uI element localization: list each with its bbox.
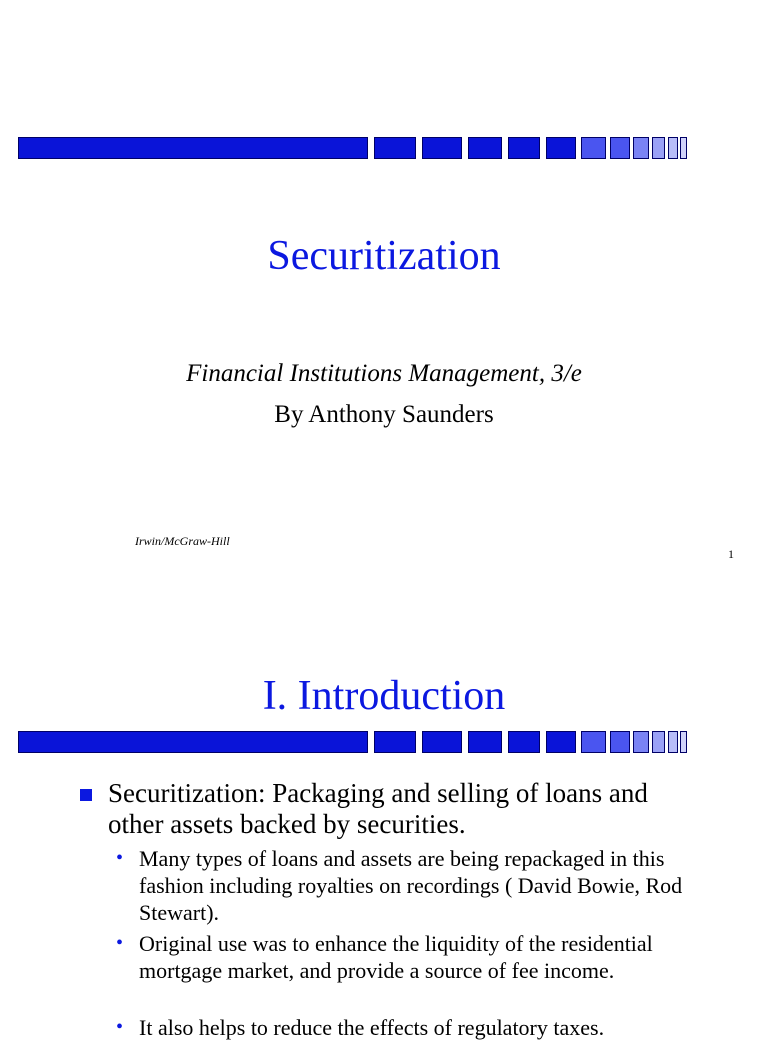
bar-segment xyxy=(668,731,678,753)
bar-segment xyxy=(468,137,502,159)
bar-segment xyxy=(374,137,416,159)
introduction-slide xyxy=(0,600,768,1040)
bar-segment xyxy=(680,137,687,159)
bar-segment xyxy=(468,731,502,753)
sub-bullet-text: Many types of loans and assets are being repackaged in this fashion including royalties on recordings ( David Bowie, Rod Stewart). xyxy=(139,846,683,925)
slide-title: I. Introduction xyxy=(262,673,506,719)
bar-segment xyxy=(508,137,540,159)
sub-bullet-text: Original use was to enhance the liquidity of the residential mortgage market, and provide a source of fee income. xyxy=(139,931,653,983)
bar-segment xyxy=(652,137,665,159)
bar-segment xyxy=(422,731,462,753)
book-subtitle: Financial Institutions Management, 3/e xyxy=(186,360,582,387)
bar-segment xyxy=(610,137,630,159)
dot-bullet-icon: • xyxy=(116,1016,124,1038)
bar-segment xyxy=(581,137,606,159)
bullet-text: Securitization: Packaging and selling of loans and other assets backed by securities. xyxy=(108,778,648,839)
bar-segment xyxy=(18,731,368,753)
slide-title: Securitization xyxy=(267,233,501,279)
bar-segment xyxy=(508,731,540,753)
author-line: By Anthony Saunders xyxy=(274,401,494,428)
bar-segment xyxy=(581,731,606,753)
page-number: 1 xyxy=(728,547,734,561)
bar-segment xyxy=(633,731,649,753)
dot-bullet-icon: • xyxy=(116,847,124,869)
bar-segment xyxy=(546,731,576,753)
sub-bullet-text: It also helps to reduce the effects of regulatory taxes. xyxy=(139,1015,605,1040)
bar-segment xyxy=(374,731,416,753)
square-bullet-icon xyxy=(80,789,92,801)
bullet-item xyxy=(80,778,700,840)
bar-segment xyxy=(610,731,630,753)
bar-segment xyxy=(668,137,678,159)
dot-bullet-icon: • xyxy=(116,932,124,954)
publisher-footer: Irwin/McGraw-Hill xyxy=(135,534,230,548)
sub-bullet-item xyxy=(116,845,696,926)
bar-segment xyxy=(422,137,462,159)
bar-segment xyxy=(680,731,687,753)
bar-segment xyxy=(18,137,368,159)
sub-bullet-item xyxy=(116,1014,696,1041)
bar-segment xyxy=(652,731,665,753)
bar-segment xyxy=(633,137,649,159)
bar-segment xyxy=(546,137,576,159)
sub-bullet-item xyxy=(116,930,696,984)
